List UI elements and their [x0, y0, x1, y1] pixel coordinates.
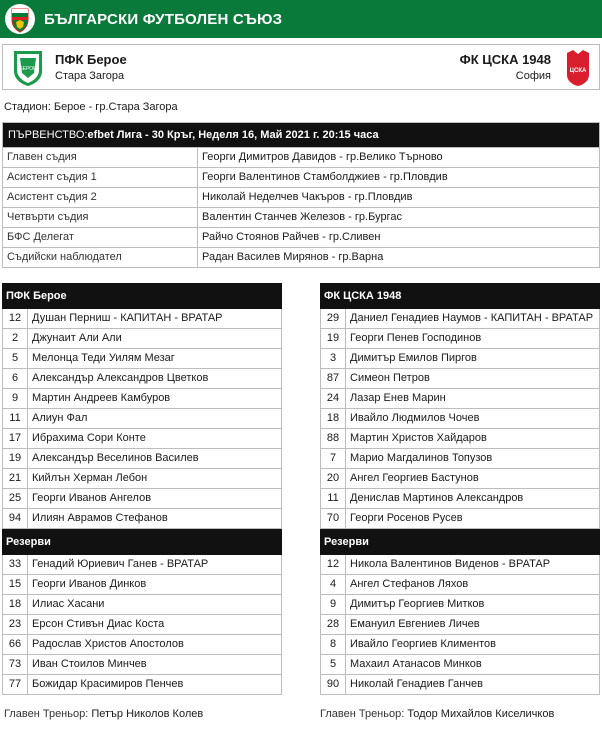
- official-row: [3, 147, 599, 167]
- player-number: 5: [3, 349, 28, 368]
- player-name[interactable]: Махаил Атанасов Минков: [350, 658, 482, 670]
- player-name[interactable]: Ангел Стефанов Ляхов: [350, 578, 469, 590]
- official-name: Георги Димитров Давидов - гр.Велико Търново: [202, 151, 443, 163]
- player-number: 25: [3, 489, 28, 508]
- away-coach-name: Тодор Михайлов Киселичков: [407, 708, 555, 720]
- away-starters-list: [320, 309, 600, 529]
- player-name[interactable]: Денислав Мартинов Александров: [350, 492, 524, 504]
- officials-table: [2, 122, 600, 268]
- official-row: [3, 187, 599, 207]
- player-number: 66: [3, 635, 28, 654]
- player-row: [321, 349, 599, 369]
- player-number: 20: [321, 469, 346, 488]
- player-row: [3, 615, 281, 635]
- away-team-city: София: [515, 70, 551, 82]
- player-row: [321, 675, 599, 695]
- player-row: [321, 615, 599, 635]
- player-row: [321, 369, 599, 389]
- player-row: [3, 409, 281, 429]
- player-row: [321, 635, 599, 655]
- bfs-lion-shield-icon[interactable]: [4, 3, 36, 35]
- player-number: 2: [3, 329, 28, 348]
- player-number: 4: [321, 575, 346, 594]
- home-reserves-title: Резерви: [2, 529, 282, 555]
- player-name[interactable]: Николай Генадиев Ганчев: [350, 678, 483, 690]
- player-name[interactable]: Емануил Евгениев Личев: [350, 618, 480, 630]
- official-row: [3, 207, 599, 227]
- player-name[interactable]: Душан Перниш - КАПИТАН - ВРАТАР: [32, 312, 223, 324]
- official-role: Главен съдия: [3, 148, 198, 167]
- federation-header: [0, 0, 602, 38]
- player-number: 73: [3, 655, 28, 674]
- player-name[interactable]: Даниел Генадиев Наумов - КАПИТАН - ВРАТАР: [350, 312, 594, 324]
- home-coach-name: Петър Николов Колев: [91, 708, 204, 720]
- player-number: 3: [321, 349, 346, 368]
- player-name[interactable]: Георги Иванов Динков: [32, 578, 147, 590]
- player-number: 90: [321, 675, 346, 694]
- teams-panel: [2, 44, 600, 90]
- official-role: Асистент съдия 1: [3, 168, 198, 187]
- player-row: [3, 449, 281, 469]
- player-row: [3, 555, 281, 575]
- home-lineup-title: ПФК Берое: [2, 283, 282, 309]
- player-row: [321, 489, 599, 509]
- player-row: [3, 575, 281, 595]
- official-name: Николай Неделчев Чакъров - гр.Пловдив: [202, 191, 413, 203]
- player-number: 21: [3, 469, 28, 488]
- player-row: [321, 555, 599, 575]
- player-row: [3, 429, 281, 449]
- cska-crest-text: ЦСКА: [569, 68, 587, 74]
- player-name[interactable]: Георги Росенов Русев: [350, 512, 463, 524]
- player-row: [321, 469, 599, 489]
- player-row: [3, 489, 281, 509]
- stadium-info: Стадион: Берое - гр.Стара Загора: [4, 101, 178, 113]
- home-reserves-list: [2, 555, 282, 695]
- player-name[interactable]: Алиун Фал: [32, 412, 88, 424]
- away-reserves-title: Резерви: [320, 529, 600, 555]
- match-prefix: ПЪРВЕНСТВО:: [8, 129, 88, 141]
- player-number: 70: [321, 509, 346, 528]
- player-row: [321, 429, 599, 449]
- player-name[interactable]: Илиян Аврамов Стефанов: [32, 512, 168, 524]
- home-lineup: [2, 283, 282, 695]
- player-number: 12: [3, 309, 28, 328]
- player-name[interactable]: Лазар Енев Марин: [350, 392, 446, 404]
- official-row: [3, 227, 599, 247]
- official-role: Асистент съдия 2: [3, 188, 198, 207]
- player-name[interactable]: Мартин Андреев Камбуров: [32, 392, 171, 404]
- player-number: 5: [321, 655, 346, 674]
- federation-title: БЪЛГАРСКИ ФУТБОЛЕН СЪЮЗ: [44, 10, 283, 28]
- player-number: 6: [3, 369, 28, 388]
- player-name[interactable]: Ерсон Стивън Диас Коста: [32, 618, 165, 630]
- player-name[interactable]: Александър Александров Цветков: [32, 372, 209, 384]
- home-team-city: Стара Загора: [55, 70, 125, 82]
- player-number: 23: [3, 615, 28, 634]
- official-role: Четвърти съдия: [3, 208, 198, 227]
- player-number: 15: [3, 575, 28, 594]
- player-name[interactable]: Симеон Петров: [350, 372, 430, 384]
- player-number: 88: [321, 429, 346, 448]
- player-name[interactable]: Ангел Георгиев Бастунов: [350, 472, 479, 484]
- away-lineup: [320, 283, 600, 695]
- cska-1948-crest-icon: [565, 49, 591, 87]
- player-name[interactable]: Илиас Хасани: [32, 598, 105, 610]
- match-info-bar: [3, 123, 599, 147]
- player-number: 7: [321, 449, 346, 468]
- player-name[interactable]: Ивайло Георгиев Климентов: [350, 638, 496, 650]
- player-row: [3, 635, 281, 655]
- player-number: 19: [321, 329, 346, 348]
- player-name[interactable]: Генадий Юриевич Ганев - ВРАТАР: [32, 558, 209, 570]
- player-number: 12: [321, 555, 346, 574]
- player-row: [321, 509, 599, 529]
- official-name: Радан Василев Мирянов - гр.Варна: [202, 251, 384, 263]
- player-number: 11: [3, 409, 28, 428]
- official-name: Валентин Станчев Железов - гр.Бургас: [202, 211, 402, 223]
- away-lineup-title: ФК ЦСКА 1948: [320, 283, 600, 309]
- player-number: 11: [321, 489, 346, 508]
- official-name: Георги Валентинов Стамболджиев - гр.Пловдив: [202, 171, 448, 183]
- player-name[interactable]: Георги Иванов Ангелов: [32, 492, 152, 504]
- beroe-crest-text: БЕРОЕ: [19, 66, 37, 72]
- player-number: 9: [321, 595, 346, 614]
- player-row: [321, 329, 599, 349]
- official-row: [3, 247, 599, 267]
- away-reserves-list: [320, 555, 600, 695]
- player-row: [321, 655, 599, 675]
- player-name[interactable]: Никола Валентинов Виденов - ВРАТАР: [350, 558, 551, 570]
- player-row: [3, 595, 281, 615]
- player-name[interactable]: Божидар Красимиров Пенчев: [32, 678, 184, 690]
- player-row: [321, 309, 599, 329]
- player-name[interactable]: Димитър Емилов Пиргов: [350, 352, 477, 364]
- player-row: [3, 509, 281, 529]
- player-name[interactable]: Мелонца Теди Уилям Мезаг: [32, 352, 175, 364]
- home-starters-list: [2, 309, 282, 529]
- player-name[interactable]: Кийлън Херман Лебон: [32, 472, 148, 484]
- player-number: 17: [3, 429, 28, 448]
- player-number: 29: [321, 309, 346, 328]
- away-coach: [320, 708, 554, 720]
- player-name[interactable]: Ивайло Людмилов Чочев: [350, 412, 480, 424]
- player-row: [3, 655, 281, 675]
- player-name[interactable]: Марио Магдалинов Топузов: [350, 452, 493, 464]
- player-name[interactable]: Джунаит Али Али: [32, 332, 122, 344]
- home-coach-label: Главен Треньор:: [4, 708, 92, 720]
- player-number: 77: [3, 675, 28, 694]
- player-number: 24: [321, 389, 346, 408]
- official-role: Съдийски наблюдател: [3, 248, 198, 267]
- player-row: [3, 369, 281, 389]
- official-name: Райчо Стоянов Райчев - гр.Сливен: [202, 231, 381, 243]
- player-row: [321, 389, 599, 409]
- player-number: 19: [3, 449, 28, 468]
- player-name[interactable]: Александър Веселинов Василев: [32, 452, 199, 464]
- home-team-name[interactable]: ПФК Берое: [55, 52, 127, 67]
- player-name[interactable]: Георги Пенев Господинов: [350, 332, 482, 344]
- player-number: 9: [3, 389, 28, 408]
- player-row: [3, 389, 281, 409]
- player-row: [3, 675, 281, 695]
- player-row: [321, 595, 599, 615]
- player-row: [321, 449, 599, 469]
- player-number: 94: [3, 509, 28, 528]
- player-name[interactable]: Димитър Георгиев Митков: [350, 598, 485, 610]
- player-row: [3, 329, 281, 349]
- player-name[interactable]: Радослав Христов Апостолов: [32, 638, 184, 650]
- player-row: [3, 309, 281, 329]
- official-role: БФС Делегат: [3, 228, 198, 247]
- away-team-name[interactable]: ФК ЦСКА 1948: [459, 52, 551, 67]
- beroe-crest-icon: [11, 49, 45, 87]
- player-name[interactable]: Мартин Христов Хайдаров: [350, 432, 487, 444]
- match-details: efbet Лига - 30 Кръг, Неделя 16, Май 2021 г. 20:15 часа: [87, 129, 379, 141]
- player-name[interactable]: Ибрахима Сори Конте: [32, 432, 146, 444]
- player-number: 33: [3, 555, 28, 574]
- player-number: 18: [3, 595, 28, 614]
- player-number: 8: [321, 635, 346, 654]
- home-coach: [4, 708, 203, 720]
- player-row: [3, 349, 281, 369]
- official-row: [3, 167, 599, 187]
- player-row: [321, 575, 599, 595]
- player-name[interactable]: Иван Стоилов Минчев: [32, 658, 147, 670]
- player-number: 28: [321, 615, 346, 634]
- player-row: [3, 469, 281, 489]
- player-row: [321, 409, 599, 429]
- player-number: 87: [321, 369, 346, 388]
- away-coach-label: Главен Треньор:: [320, 708, 408, 720]
- player-number: 18: [321, 409, 346, 428]
